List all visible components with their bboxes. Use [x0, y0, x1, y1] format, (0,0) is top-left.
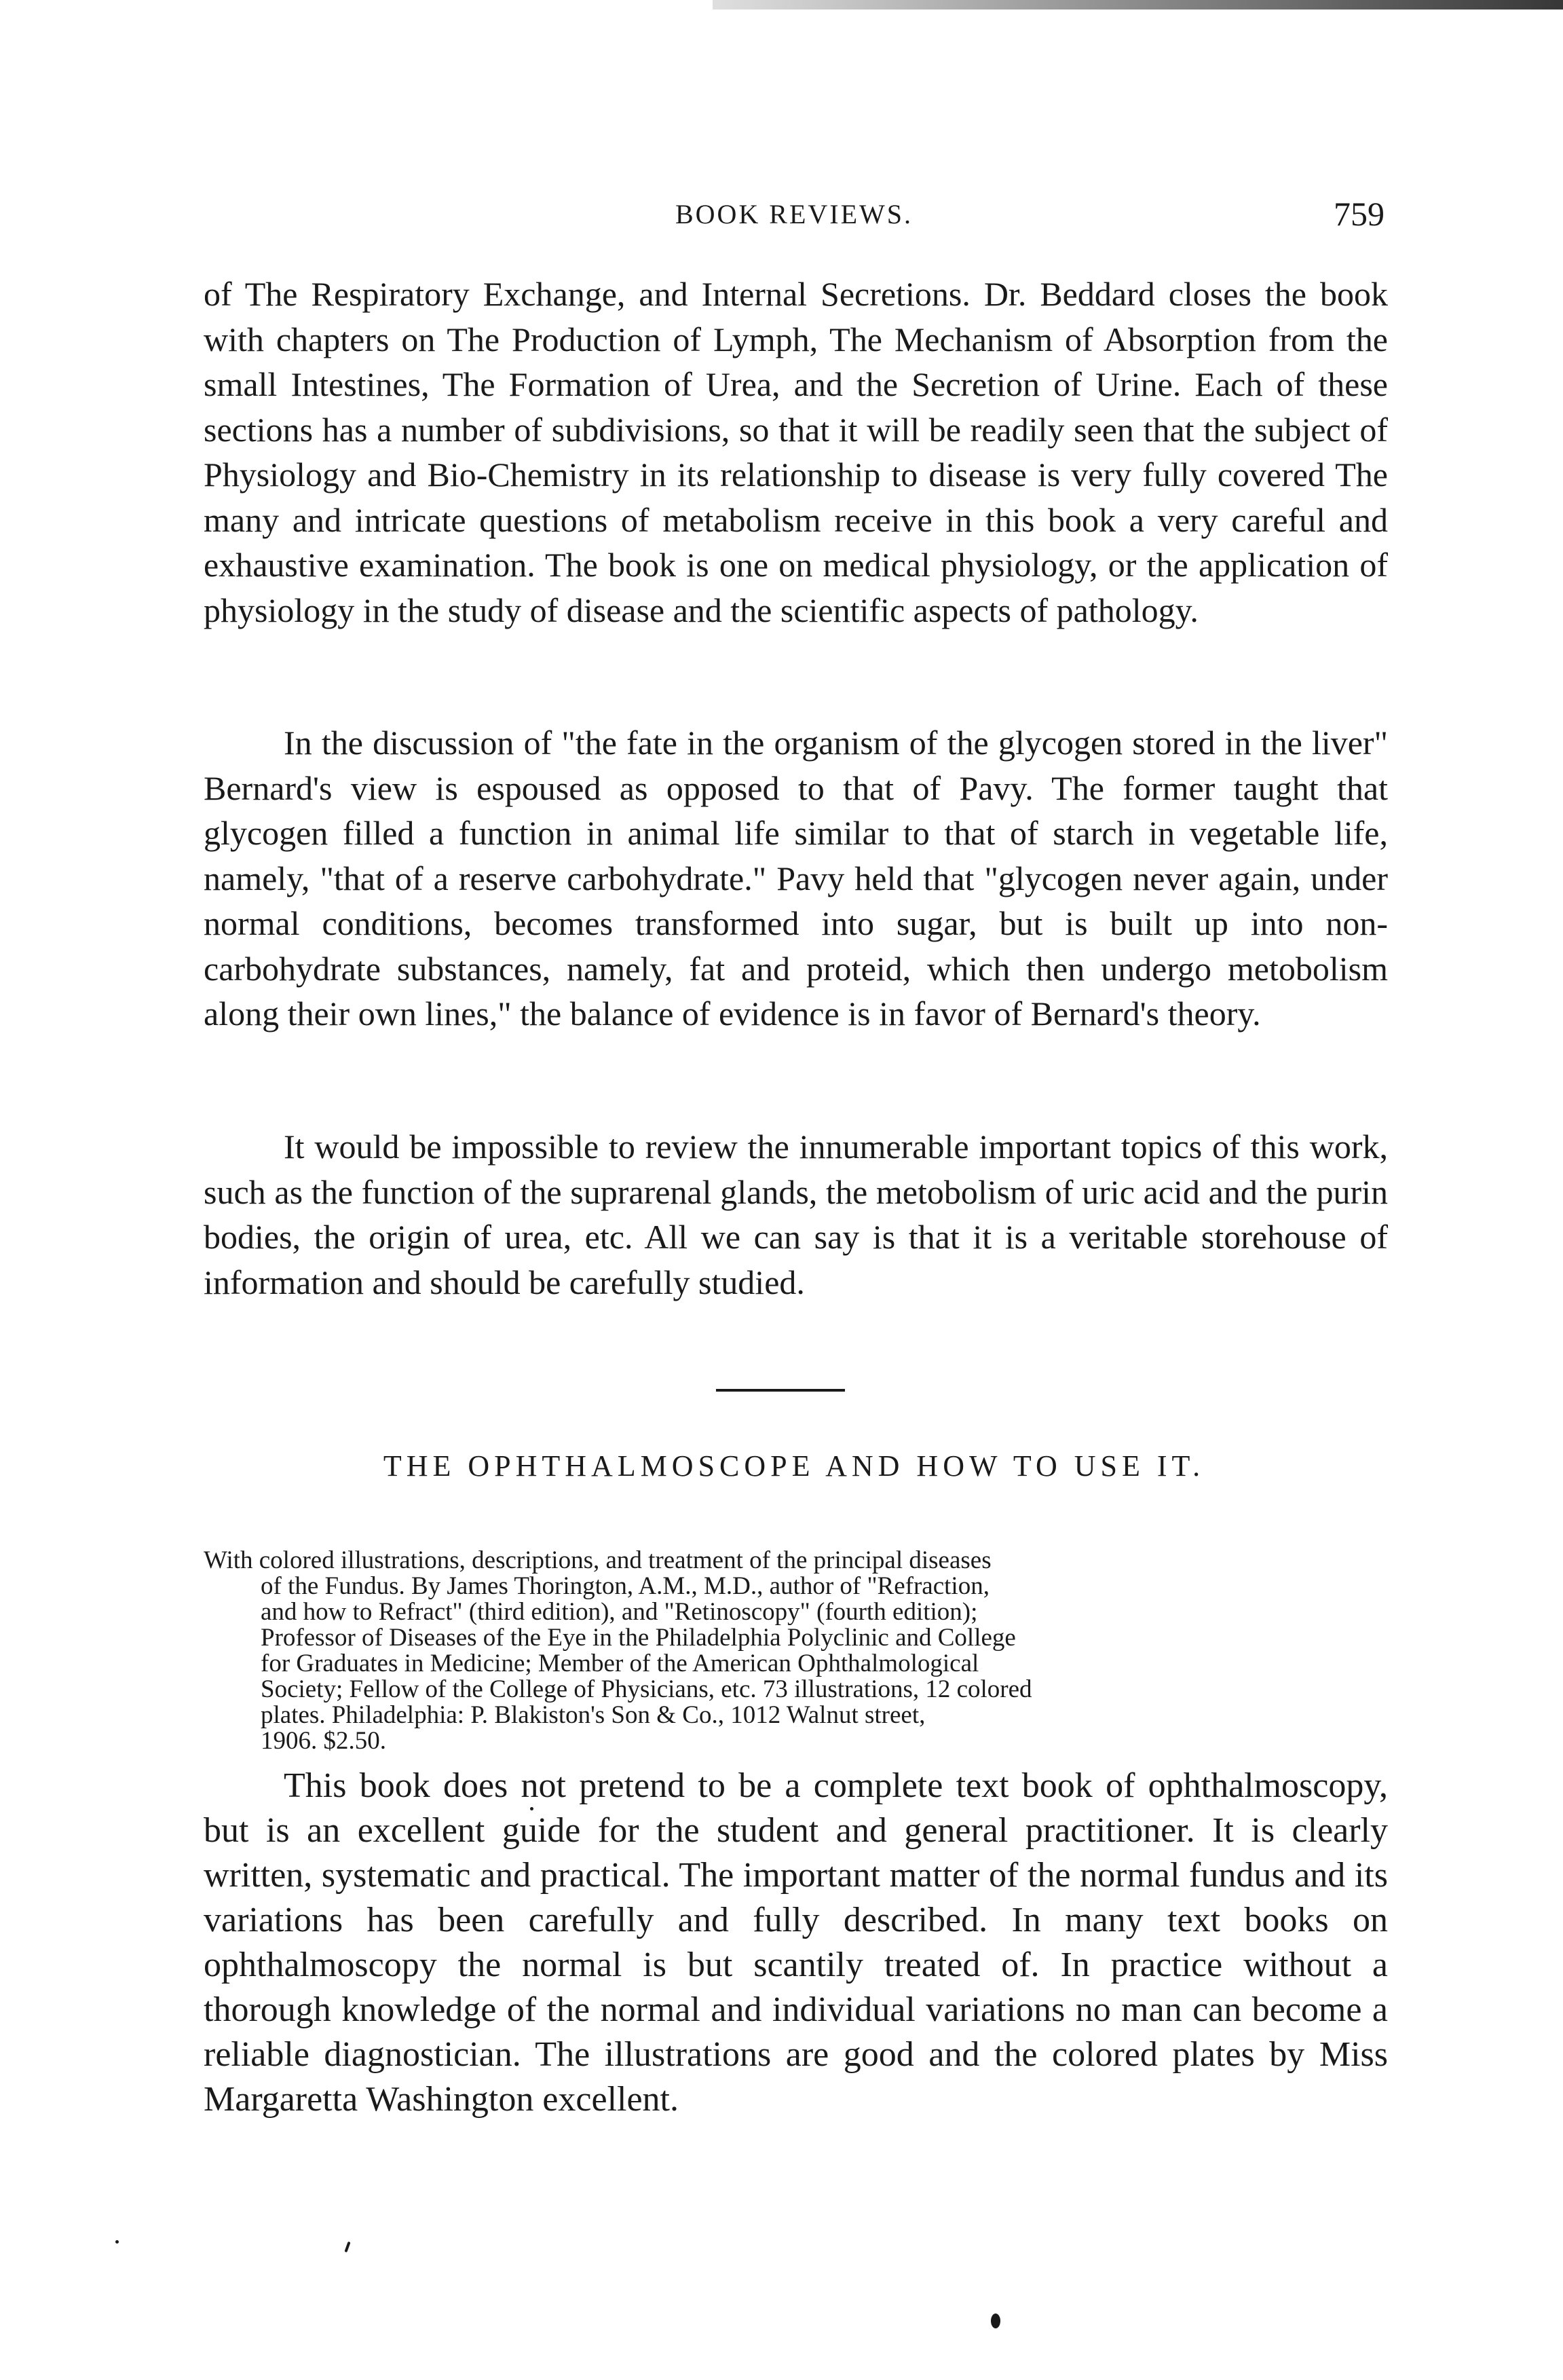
- running-title: BOOK REVIEWS.: [675, 199, 914, 229]
- meta-line: Professor of Diseases of the Eye in the Philadelphia Polyclinic and College: [261, 1624, 1016, 1652]
- page-number: 759: [1334, 195, 1385, 233]
- meta-line: Society; Fellow of the College of Physicians, etc. 73 illustrations, 12 colored: [261, 1675, 1032, 1703]
- meta-line: of the Fundus. By James Thorington, A.M., M.D., author of "Refraction,: [261, 1572, 990, 1600]
- body-paragraph-2: In the discussion of "the fate in the organism of the glycogen stored in the liver" Bernard's view is espoused as opposed to that of Pavy. The former taught that glycogen filled a function in animal life similar to that of starch in vegetable life, namely, "that of a reserve carbohydrate." Pavy held that "glycogen never again, under normal conditions, becomes transformed into sugar, but is built up into non-carbohydrate substances, namely, fat and proteid, which then undergo metobolism along their own lines," the balance of evidence is in favor of Bernard's theory.: [204, 724, 1388, 1033]
- section-divider: [716, 1389, 845, 1392]
- meta-line: plates. Philadelphia: P. Blakiston's Son & Co., 1012 Walnut street,: [261, 1701, 926, 1729]
- scan-edge-shadow: [713, 0, 1563, 10]
- body-paragraph-1: of The Respiratory Exchange, and Internal Secretions. Dr. Beddard closes the book with chapters on The Production of Lymph, The Mechanism of Absorption from the small Intestines, The Formation of Urea, and the Secretion of Urine. Each of these sections has a number of subdivisions, so that it will be readily seen that the subject of Physiology and Bio-Chemistry in its relationship to disease is very fully covered The many and intricate questions of metabolism receive in this book a very careful and exhaustive examination. The book is one on medical physiology, or the application of physiology in the study of disease and the scientific aspects of pathology.: [204, 275, 1388, 629]
- meta-line: for Graduates in Medicine; Member of the American Ophthalmological: [261, 1650, 979, 1677]
- meta-line: 1906. $2.50.: [261, 1727, 386, 1755]
- meta-line: and how to Refract" (third edition), and "Retinoscopy" (fourth edition);: [261, 1598, 978, 1626]
- print-speck: [530, 1807, 533, 1810]
- print-speck: [344, 2242, 350, 2252]
- body-paragraph-3: It would be impossible to review the innumerable important topics of this work, such as the function of the suprarenal glands, the metobolism of uric acid and the purin bodies, the origin of urea, etc. All we can say is that it is a veritable storehouse of information and should be carefully studied.: [204, 1128, 1388, 1301]
- review-bibliographic-details: [204, 1548, 1388, 1754]
- review-paragraph: This book does not pretend to be a complete text book of ophthalmoscopy, but is an excellent guide for the student and general practitioner. It is clearly written, systematic and practical. The important matter of the normal fundus and its variations has been carefully and fully described. In many text books on ophthalmoscopy the normal is but scantily treated of. In practice without a thorough knowledge of the normal and individual variations no man can become a reliable diagnostician. The illustrations are good and the colored plates by Miss Margaretta Washington excellent.: [204, 1766, 1388, 2119]
- print-speck: [991, 2313, 1000, 2328]
- review-title: THE OPHTHALMOSCOPE AND HOW TO USE IT.: [383, 1449, 1205, 1483]
- meta-line: With colored illustrations, descriptions, and treatment of the principal diseases: [204, 1546, 992, 1574]
- running-head: [204, 195, 1385, 239]
- print-speck: [115, 2240, 119, 2244]
